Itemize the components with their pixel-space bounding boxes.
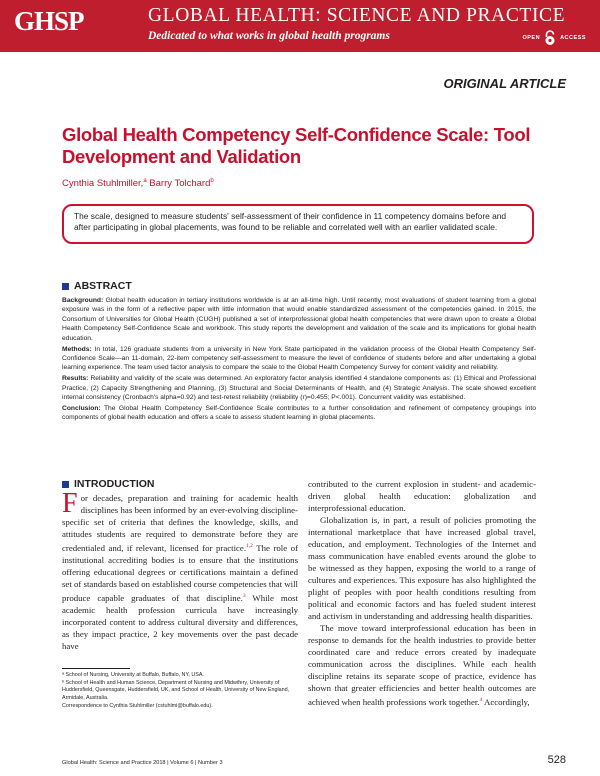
author-name[interactable]: Cynthia Stuhlmiller, bbox=[62, 178, 144, 190]
footer-citation: Global Health: Science and Practice 2018 | Volume 6 | Number 3 bbox=[62, 760, 223, 766]
key-summary-box: The scale, designed to measure students' self-assessment of their confidence in 11 competency domains before and after participating in global placements, was found to be reliable and correlated well with an earlier validated scale. bbox=[62, 204, 534, 244]
abstract-label: Methods: bbox=[62, 345, 92, 353]
intro-text: The move toward interprofessional education has been in response to demands for the health industries to provide better coordinated care and reduce errors created by inadequate communication across the disciplines. While each health discipline retains its separate scope of practice, evidence has shown that greater efficiencies and better health outcomes are achieved when health professions work together. bbox=[308, 623, 536, 707]
open-access-label-left: OPEN bbox=[522, 35, 541, 41]
abstract-heading bbox=[62, 280, 132, 292]
author-list bbox=[62, 178, 214, 189]
intro-paragraph: Globalization is, in part, a result of policies promoting the international marketplace that have increased global travel, education, and employment. Technologies of the Internet and mass communication have enabled events around the globe to be witnessed as they happen, exposing the world to a range of cultures and experiences. This exposure has also highlighted the plight of peoples with poor health conditions resulting from political and economic factors and has fueled student interest and activism in understanding and addressing health disparities. bbox=[308, 515, 536, 621]
abstract-methods bbox=[62, 345, 536, 373]
drop-cap: F bbox=[62, 488, 78, 519]
affiliation-b: ᵇ School of Health and Human Science, Department of Nursing and Midwifery, University of Huddersfield, Queensgate, Huddersfield, UK, and School of Health, University of New England, Armidale, Australia. bbox=[62, 680, 290, 701]
left-column bbox=[62, 488, 298, 652]
abstract-heading-label: ABSTRACT bbox=[74, 280, 132, 292]
reference-link[interactable]: 1,2 bbox=[246, 543, 253, 549]
abstract-label: Conclusion: bbox=[62, 404, 101, 412]
intro-text: Accordingly, bbox=[482, 696, 530, 707]
abstract-label: Results: bbox=[62, 375, 89, 383]
article-type: ORIGINAL ARTICLE bbox=[443, 76, 566, 91]
section-square-icon bbox=[62, 481, 69, 488]
abstract-text: Global health education in tertiary institutions worldwide is at an all-time high. Until recently, most evaluations of student learning from a global exposure was in the form of a reflective paper with little information that would enable standardized assessment of the competencies gained. In 2015, the Consortium of Universities for Global Health (CUGH) published a set of interprofessional global health competencies that were drawn upon to create a Global Health Competency Self-Confidence Scale and workbook. This study reports the development and validation of the scale and its implications for global health education. bbox=[62, 297, 536, 342]
journal-banner bbox=[0, 0, 600, 52]
journal-tagline: Dedicated to what works in global health programs bbox=[148, 30, 390, 42]
abstract-results bbox=[62, 374, 536, 402]
intro-text: While most academic health profession curricula have increasingly incorporated content to address cultural diversity and differences, as they impact practice, 2 key movements over the past decade have bbox=[62, 592, 298, 651]
reference-link[interactable]: 3 bbox=[242, 592, 246, 599]
affiliation-marker: b bbox=[210, 178, 214, 184]
intro-text: or decades, preparation and training for academic health disciplines has been informed by an ever-evolving discipline-specific set of criteria that defines the knowledge, skills, and attitudes students are required to demonstrate before they are credentialed and, if relevant, licensed for practice. bbox=[62, 493, 298, 553]
page-number: 528 bbox=[547, 754, 566, 766]
author-name[interactable]: Barry Tolchard bbox=[146, 178, 211, 190]
intro-paragraph: contributed to the current explosion in student- and academic-driven global health education: globalization and interprofessional education. bbox=[308, 479, 536, 513]
intro-paragraph bbox=[308, 622, 536, 708]
intro-paragraph bbox=[62, 488, 298, 652]
open-access-label-right: ACCESS bbox=[560, 35, 586, 41]
journal-logo[interactable]: GHSP bbox=[14, 6, 84, 36]
abstract-text: In total, 126 graduate students from a university in New York State participated in the validation process of the Global Health Competency Self-Confidence Scale—an 11-domain, 22-item competency self-assessment to measure the level of confidence of students before and after undertaking a global learning experience. The team used factor analysis to compare the scale to the Global Health Competency Survey for content validity and reliability. bbox=[62, 345, 536, 372]
introduction-heading-label: INTRODUCTION bbox=[74, 478, 155, 490]
abstract-conclusion bbox=[62, 404, 536, 423]
abstract-text: The Global Health Competency Self-Confidence Scale contributes to a further consolidation and refinement of competency groupings into components of global health education and offers a scale to assess student learning in global placements. bbox=[62, 404, 536, 422]
journal-title[interactable]: GLOBAL HEALTH: SCIENCE AND PRACTICE bbox=[148, 5, 566, 26]
abstract-body bbox=[62, 296, 536, 424]
abstract-label: Background: bbox=[62, 297, 104, 304]
footnote-divider bbox=[62, 668, 130, 669]
affiliations-footnotes bbox=[62, 672, 302, 711]
correspondence-note[interactable]: Correspondence to Cynthia Stuhlmiller (cstuhlmi@buffalo.edu). bbox=[62, 702, 213, 709]
section-square-icon bbox=[62, 283, 69, 290]
abstract-background bbox=[62, 296, 536, 343]
right-column bbox=[308, 478, 536, 708]
open-access-badge bbox=[522, 30, 586, 46]
open-access-lock-icon bbox=[543, 30, 557, 46]
intro-text: The role of institutional accrediting bodies is to ensure that the institutions offering educational degrees or certifications maintain a defined set of standards based on established course competencies that will produce capable graduates of that discipline. bbox=[62, 542, 298, 603]
abstract-text: Reliability and validity of the scale was determined. An exploratory factor analysis identified 4 standalone components as: (1) Ethical and Professional Practice, (2) Capacity Strengthening and Planning, (3) Structural and Social Determinants of Health, and (4) Strategic Analysis. The scale showed excellent internal consistency (Cronbach's alpha=0.92) and test-retest reliability (reliability (r)=0.455; P<.001). Concurrent validity was established. bbox=[62, 375, 536, 402]
affiliation-marker: a bbox=[143, 178, 147, 184]
article-title: Global Health Competency Self-Confidence Scale: Tool Development and Validation bbox=[62, 124, 531, 167]
affiliation-a: ᵃ School of Nursing, University at Buffalo, Buffalo, NY, USA. bbox=[62, 672, 204, 678]
reference-link[interactable]: 4 bbox=[479, 697, 483, 703]
